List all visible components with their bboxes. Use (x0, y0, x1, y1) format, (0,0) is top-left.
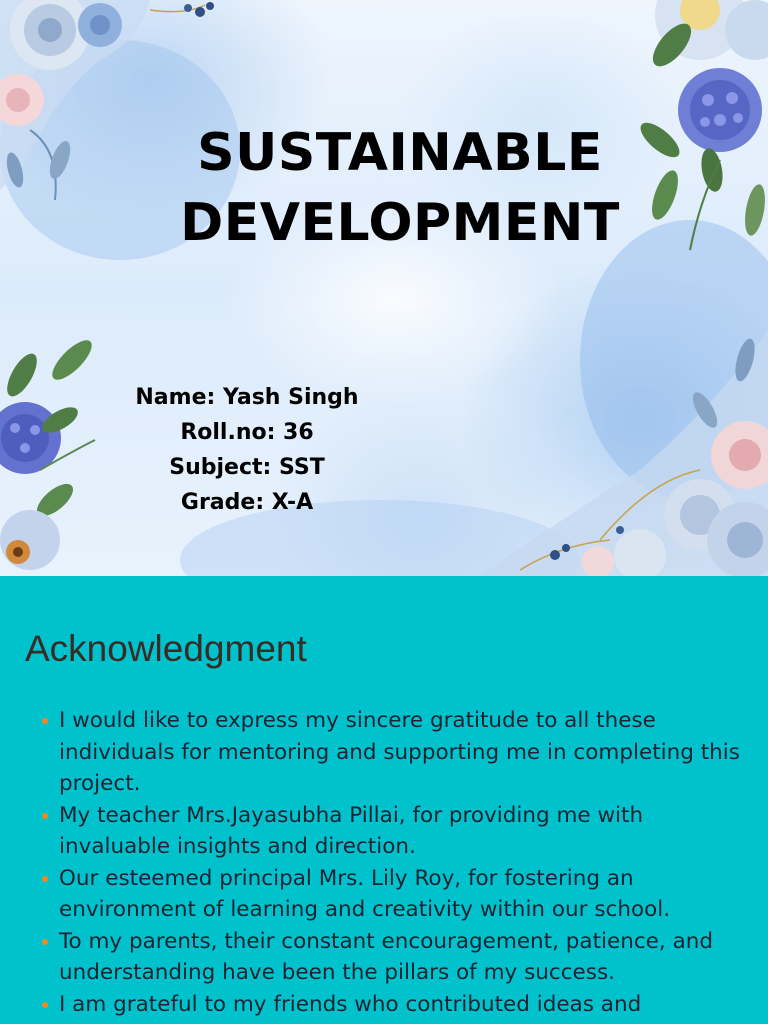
bullet-dot-icon (42, 1002, 48, 1008)
student-details (97, 380, 397, 520)
list-item (40, 989, 740, 1021)
acknowledgment-list (40, 705, 740, 1020)
list-item (40, 863, 740, 926)
list-item-text: I am grateful to my friends who contributed ideas and (59, 991, 642, 1017)
student-subject: Subject: SST (169, 455, 325, 480)
list-item (40, 800, 740, 863)
cover-title-line2: DEVELOPMENT (180, 193, 620, 253)
list-item (40, 705, 740, 800)
bullet-dot-icon (42, 939, 48, 945)
bullet-dot-icon (42, 813, 48, 819)
cover-title-line1: SUSTAINABLE (197, 123, 603, 183)
acknowledgment-heading: Acknowledgment (25, 628, 307, 669)
floral-left-middle (0, 335, 97, 570)
student-roll-no: Roll.no: 36 (180, 420, 314, 445)
cover-title (100, 118, 700, 258)
bullet-dot-icon (42, 876, 48, 882)
list-item-text: I would like to express my sincere gratitude to all these individuals for mentoring and supporting me in completing this project. (59, 708, 740, 796)
bullet-dot-icon (42, 718, 48, 724)
list-item-text: My teacher Mrs.Jayasubha Pillai, for providing me with invaluable insights and direction. (59, 802, 644, 859)
student-grade: Grade: X-A (180, 490, 314, 515)
list-item (40, 926, 740, 989)
list-item-text: To my parents, their constant encouragement, patience, and understanding have been the pillars of my success. (59, 928, 714, 985)
list-item-text: Our esteemed principal Mrs. Lily Roy, for fostering an environment of learning and creativity within our school. (59, 865, 671, 922)
student-name: Name: Yash Singh (135, 385, 359, 410)
acknowledgment-slide (0, 576, 768, 1024)
